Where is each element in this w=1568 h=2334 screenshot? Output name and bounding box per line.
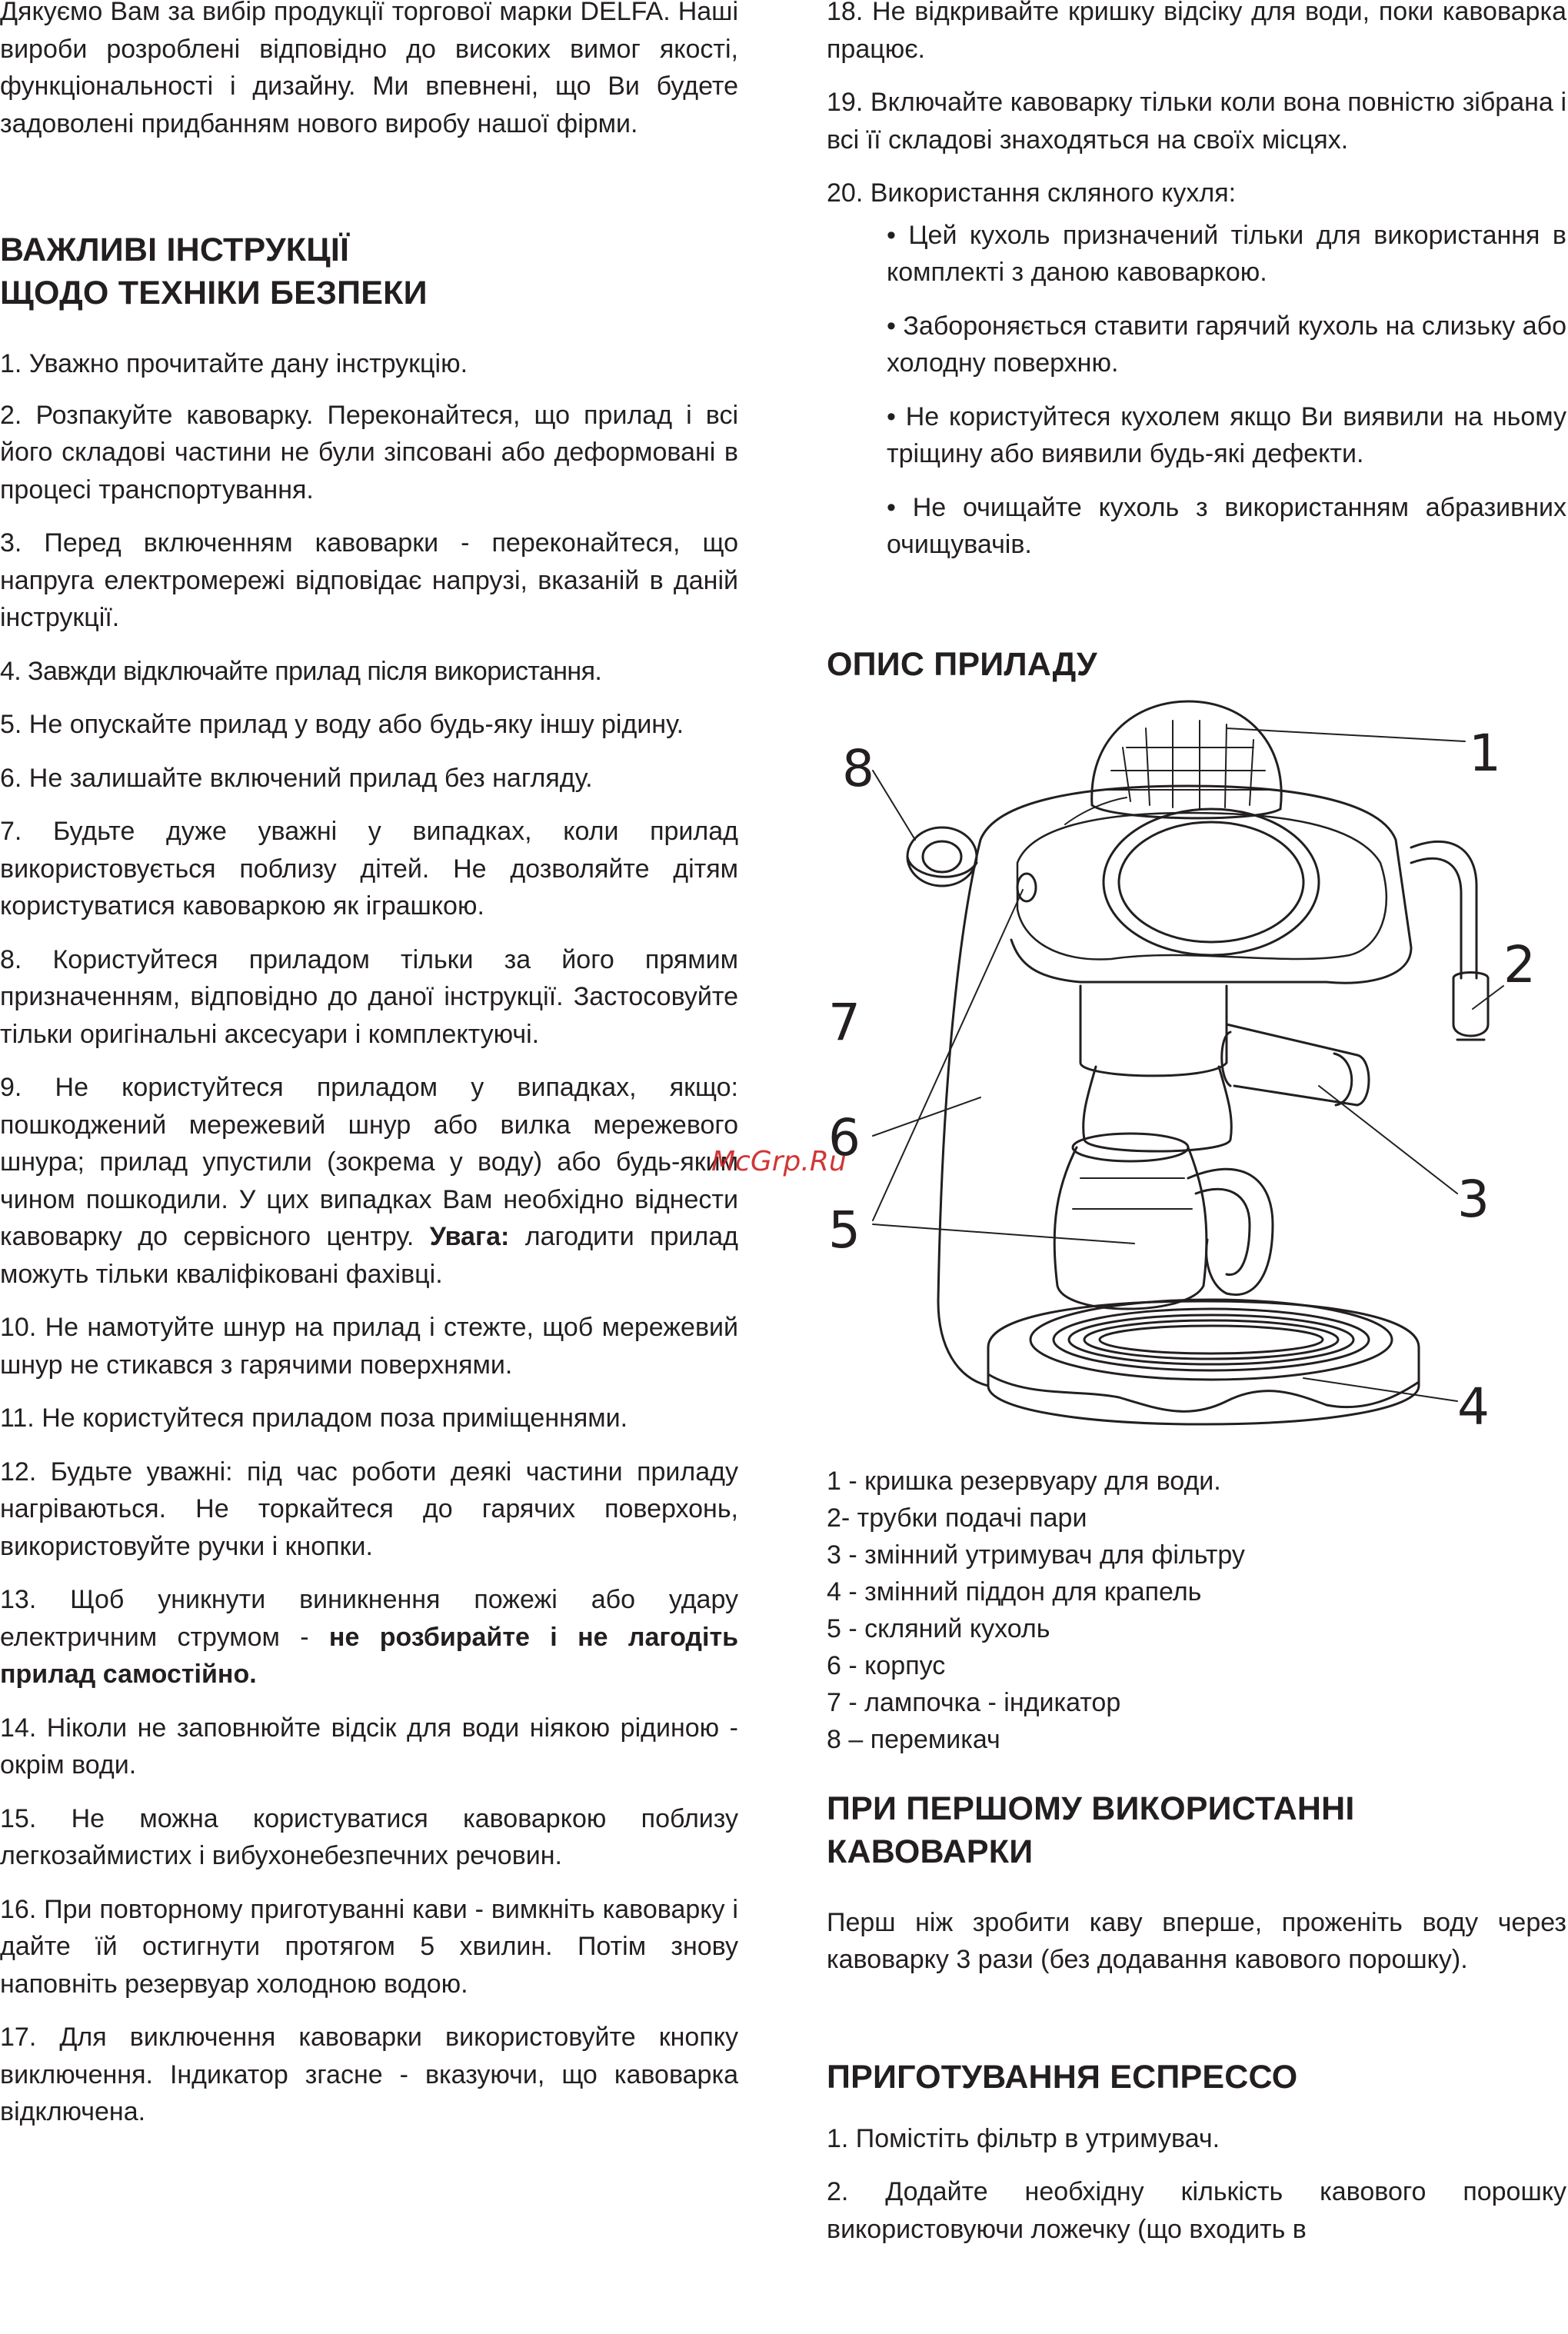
safety-item-13 bbox=[0, 1581, 738, 1693]
legend-item-1: 1 - кришка резервуару для води. bbox=[827, 1466, 1221, 1496]
legend-item-7: 7 - лампочка - індикатор bbox=[827, 1687, 1121, 1717]
glass-mug-note-1: • Цей кухоль призначений тільки для використання в комплекті з даною кавоваркою. bbox=[887, 220, 1566, 287]
parts-legend bbox=[827, 1463, 1566, 1758]
coffee-machine-illustration bbox=[827, 686, 1566, 1463]
intro-paragraph: Дякуємо Вам за вибір продукції торгової марки DELFA. Наші вироби розроблені відповідно до високих вимог якості, функціональності і дизайну. Ми впевнені, що Ви будете задоволені придбанням нового виробу нашої фірми. bbox=[0, 0, 738, 138]
safety-item-4: 4. Завжди відключайте прилад після використання. bbox=[0, 656, 602, 686]
safety-item-14: 14. Ніколи не заповнюйте відсік для води ніякою рідиною - окрім води. bbox=[0, 1713, 738, 1780]
item-9-text: 9. Не користуйтеся приладом у випадках, якщо: пошкоджений мережевий шнур або вилка мережевого шнура; прилад упустили (зокрема у воду) або будь-яким чином пошкодили. У цих випадках Вам необхідно віднести кавоварку до сервісного центру. bbox=[0, 1073, 738, 1251]
safety-item-17: 17. Для виключення кавоварки використовуйте кнопку виключення. Індикатор згасне - вказуючи, що кавоварка відключена. bbox=[0, 2023, 738, 2126]
item-9-text-end: лагодити прилад можуть тільки кваліфіковані фахівці. bbox=[0, 1222, 738, 1289]
callout-8: 8 bbox=[842, 738, 874, 798]
legend-item-6: 6 - корпус bbox=[827, 1650, 946, 1680]
callout-4: 4 bbox=[1457, 1377, 1490, 1437]
safety-item-5: 5. Не опускайте прилад у воду або будь-яку іншу рідину. bbox=[0, 710, 684, 739]
warning-label: Увага: bbox=[429, 1222, 510, 1251]
legend-item-8: 8 – перемикач bbox=[827, 1724, 1000, 1754]
safety-item-7: 7. Будьте дуже уважні у випадках, коли прилад використовується поблизу дітей. Не дозволяйте дітям користуватися кавоваркою як іграшкою. bbox=[0, 817, 738, 921]
coffee-machine-diagram bbox=[827, 686, 1566, 1463]
glass-mug-note-2: • Забороняється ставити гарячий кухоль на слизьку або холодну поверхню. bbox=[887, 311, 1566, 378]
espresso-step-2: 2. Додайте необхідну кількість кавового порошку використовуючи ложечку (що входить в bbox=[827, 2177, 1566, 2244]
safety-heading-line2: ЩОДО ТЕХНІКИ БЕЗПЕКИ bbox=[0, 275, 428, 311]
legend-item-4: 4 - змінний піддон для крапель bbox=[827, 1577, 1202, 1606]
first-use-paragraph: Перш ніж зробити каву вперше, проженіть воду через кавоварку 3 рази (без додавання кавового порошку). bbox=[827, 1907, 1566, 1974]
safety-item-19: 19. Включайте кавоварку тільки коли вона повністю зібрана і всі її складові знаходяться на своїх місцях. bbox=[827, 88, 1566, 155]
callout-3: 3 bbox=[1457, 1169, 1490, 1229]
first-use-heading: ПРИ ПЕРШОМУ ВИКОРИСТАННІ КАВОВАРКИ bbox=[827, 1790, 1355, 1870]
item-13-bold: не розбирайте і не лагодіть прилад самостійно. bbox=[0, 1622, 738, 1689]
safety-item-1: 1. Уважно прочитайте дану інструкцію. bbox=[0, 349, 468, 378]
item-13-text: 13. Щоб уникнути виникнення пожежі або удару електричним струмом - bbox=[0, 1585, 738, 1652]
safety-item-11: 11. Не користуйтеся приладом поза приміщеннями. bbox=[0, 1403, 628, 1433]
filter-holder-drawing bbox=[1080, 986, 1369, 1151]
callout-7: 7 bbox=[828, 992, 861, 1052]
espresso-heading: ПРИГОТУВАННЯ ЕСПРЕССО bbox=[827, 2058, 1298, 2096]
legend-item-2: 2- трубки подачі пари bbox=[827, 1503, 1087, 1533]
safety-item-10: 10. Не намотуйте шнур на прилад і стежте, щоб мережевий шнур не стикався з гарячими поверхнями. bbox=[0, 1313, 738, 1380]
safety-item-3: 3. Перед включенням кавоварки - переконайтеся, що напруга електромережі відповідає напрузі, вказаній в даній інструкції. bbox=[0, 528, 738, 632]
safety-item-18: 18. Не відкривайте кришку відсіку для води, поки кавоварка працює. bbox=[827, 0, 1566, 64]
steam-pipe-drawing bbox=[1411, 841, 1488, 1040]
switch-knob-drawing bbox=[907, 827, 977, 886]
tank-lid-drawing bbox=[1092, 701, 1281, 818]
callout-5: 5 bbox=[828, 1200, 861, 1260]
safety-item-8: 8. Користуйтеся приладом тільки за його прямим призначенням, відповідно до даної інструкції. Застосовуйте тільки оригінальні аксесуари і комплектуючі. bbox=[0, 944, 738, 1049]
right-column bbox=[827, 0, 1566, 2248]
callout-2: 2 bbox=[1503, 934, 1536, 994]
glass-mug-drawing bbox=[1054, 1134, 1273, 1309]
safety-item-2: 2. Розпакуйте кавоварку. Переконайтеся, що прилад і всі його складові частини не були зіпсовані або деформовані в процесі транспортування. bbox=[0, 400, 738, 504]
callout-1: 1 bbox=[1469, 723, 1501, 783]
watermark: McGrp.Ru bbox=[711, 1146, 847, 1177]
glass-mug-note-4: • Не очищайте кухоль з використанням абразивних очищувачів. bbox=[887, 492, 1566, 559]
glass-mug-note-3: • Не користуйтеся кухолем якщо Ви виявили на ньому тріщину або виявили будь-які дефекти. bbox=[887, 401, 1566, 468]
safety-item-6: 6. Не залишайте включений прилад без нагляду. bbox=[0, 763, 593, 793]
espresso-step-1: 1. Помістіть фільтр в утримувач. bbox=[827, 2123, 1220, 2153]
device-description-heading: ОПИС ПРИЛАДУ bbox=[827, 645, 1097, 683]
safety-item-9 bbox=[0, 1069, 738, 1293]
safety-heading-line1: ВАЖЛИВІ ІНСТРУКЦІЇ bbox=[0, 231, 350, 268]
safety-item-20: 20. Використання скляного кухля: bbox=[827, 178, 1237, 208]
safety-item-15: 15. Не можна користуватися кавоваркою поблизу легкозаймистих і вибухонебезпечних речовин. bbox=[0, 1803, 738, 1870]
left-column bbox=[0, 0, 738, 2147]
safety-item-12: 12. Будьте уважні: під час роботи деякі частини приладу нагріваються. Не торкайтеся до гарячих поверхонь, використовуйте ручки і кнопки. bbox=[0, 1457, 738, 1561]
drip-tray-drawing bbox=[988, 1300, 1419, 1424]
callout-6: 6 bbox=[828, 1107, 861, 1167]
housing-drawing bbox=[938, 786, 1411, 1386]
safety-item-16: 16. При повторному приготуванні кави - вимкніть кавоварку і дайте їй остигнути протягом 5 хвилин. Потім знову наповніть резервуар холодною водою. bbox=[0, 1894, 738, 1999]
legend-item-5: 5 - скляний кухоль bbox=[827, 1613, 1050, 1643]
legend-item-3: 3 - змінний утримувач для фільтру bbox=[827, 1540, 1245, 1570]
